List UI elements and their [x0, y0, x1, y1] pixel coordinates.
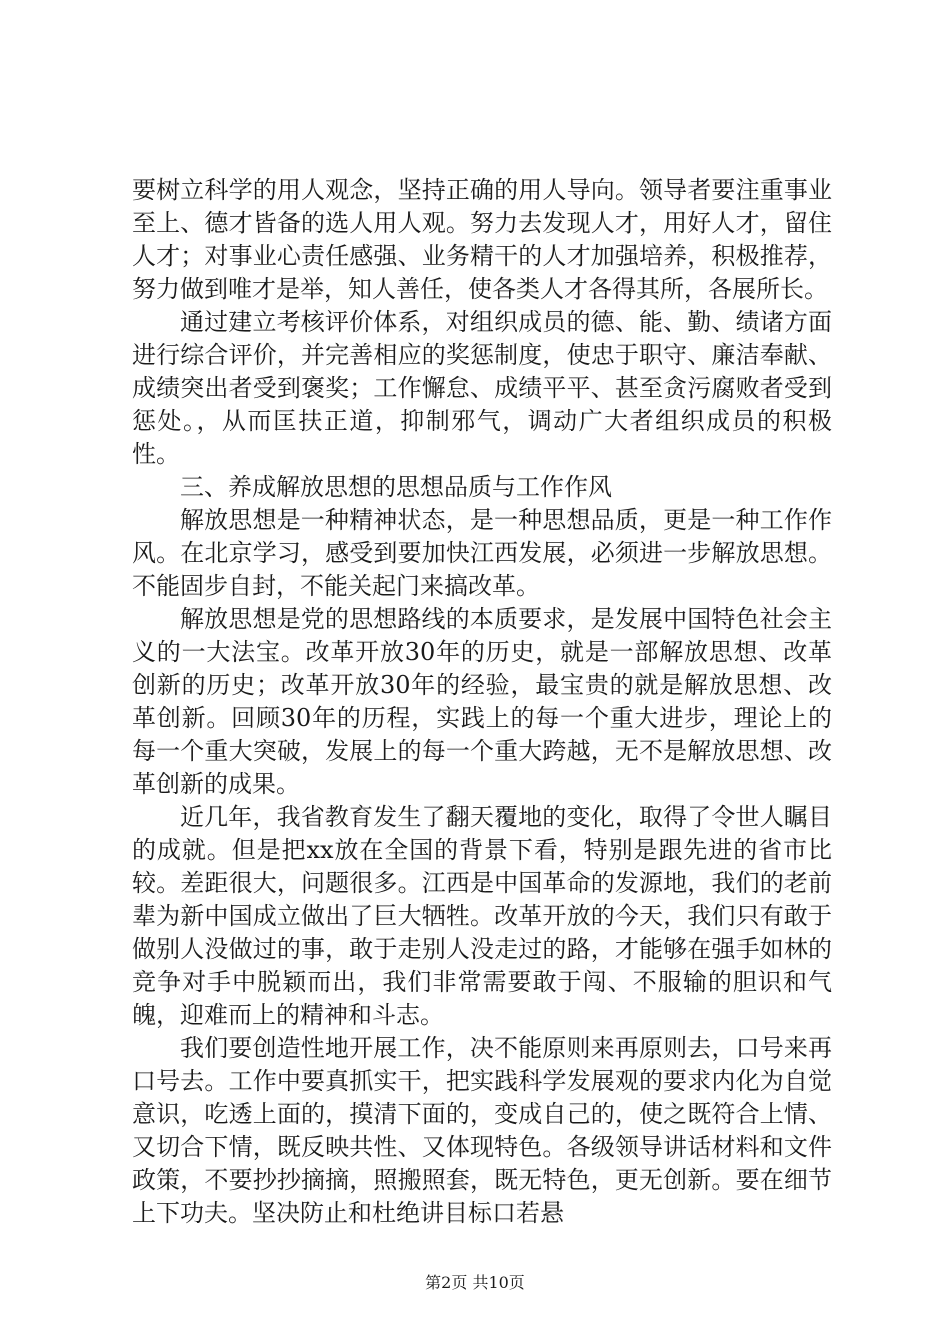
- paragraph-2: 通过建立考核评价体系，对组织成员的德、能、勤、绩诸方面进行综合评价，并完善相应的奖惩制度，使忠于职守、廉洁奉献、成绩突出者受到褒奖；工作懈怠、成绩平平、甚至贪污腐败者受到惩处。，从而匡扶正道，抑制邪气，调动广大者组织成员的积极性。: [132, 308, 832, 468]
- paragraph-5: 近几年，我省教育发生了翻天覆地的变化，取得了令世人瞩目的成就。但是把xx放在全国的背景下看，特别是跟先进的省市比较。差距很大，问题很多。江西是中国革命的发源地，我们的老前辈为新中国成立做出了巨大牺牲。改革开放的今天，我们只有敢于做别人没做过的事，敢于走别人没走过的路，才能够在强手如林的竞争对手中脱颖而出，我们非常需要敢于闯、不服输的胆识和气魄，迎难而上的精神和斗志。: [132, 803, 832, 1029]
- paragraph-1: 要树立科学的用人观念，坚持正确的用人导向。领导者要注重事业至上、德才皆备的选人用人观。努力去发现人才，用好人才，留住人才；对事业心责任感强、业务精干的人才加强培养，积极推荐，努力做到唯才是举，知人善任，使各类人才各得其所，各展所长。: [132, 176, 832, 303]
- paragraph-4: 解放思想是党的思想路线的本质要求，是发展中国特色社会主义的一大法宝。改革开放30年的历史，就是一部解放思想、改革创新的历史；改革开放30年的经验，最宝贵的就是解放思想、改革创新。回顾30年的历程，实践上的每一个重大进步，理论上的每一个重大突破，发展上的每一个重大跨越，无不是解放思想、改革创新的成果。: [132, 605, 832, 798]
- paragraph-6: 我们要创造性地开展工作，决不能原则来再原则去，口号来再口号去。工作中要真抓实干，把实践科学发展观的要求内化为自觉意识，吃透上面的，摸清下面的，变成自己的，使之既符合上情、又切合下情，既反映共性、又体现特色。各级领导讲话材料和文件政策，不要抄抄摘摘，照搬照套，既无特色，更无创新。要在细节上下功夫。坚决防止和杜绝讲目标口若悬: [132, 1034, 832, 1227]
- document-body: [132, 174, 832, 1230]
- section-heading: 三、养成解放思想的思想品质与工作作风: [180, 473, 612, 501]
- paragraph-3: 解放思想是一种精神状态，是一种思想品质，更是一种工作作风。在北京学习，感受到要加快江西发展，必须进一步解放思想。不能固步自封，不能关起门来搞改革。: [132, 506, 832, 600]
- page-number-footer: 第2页 共10页: [425, 1273, 525, 1292]
